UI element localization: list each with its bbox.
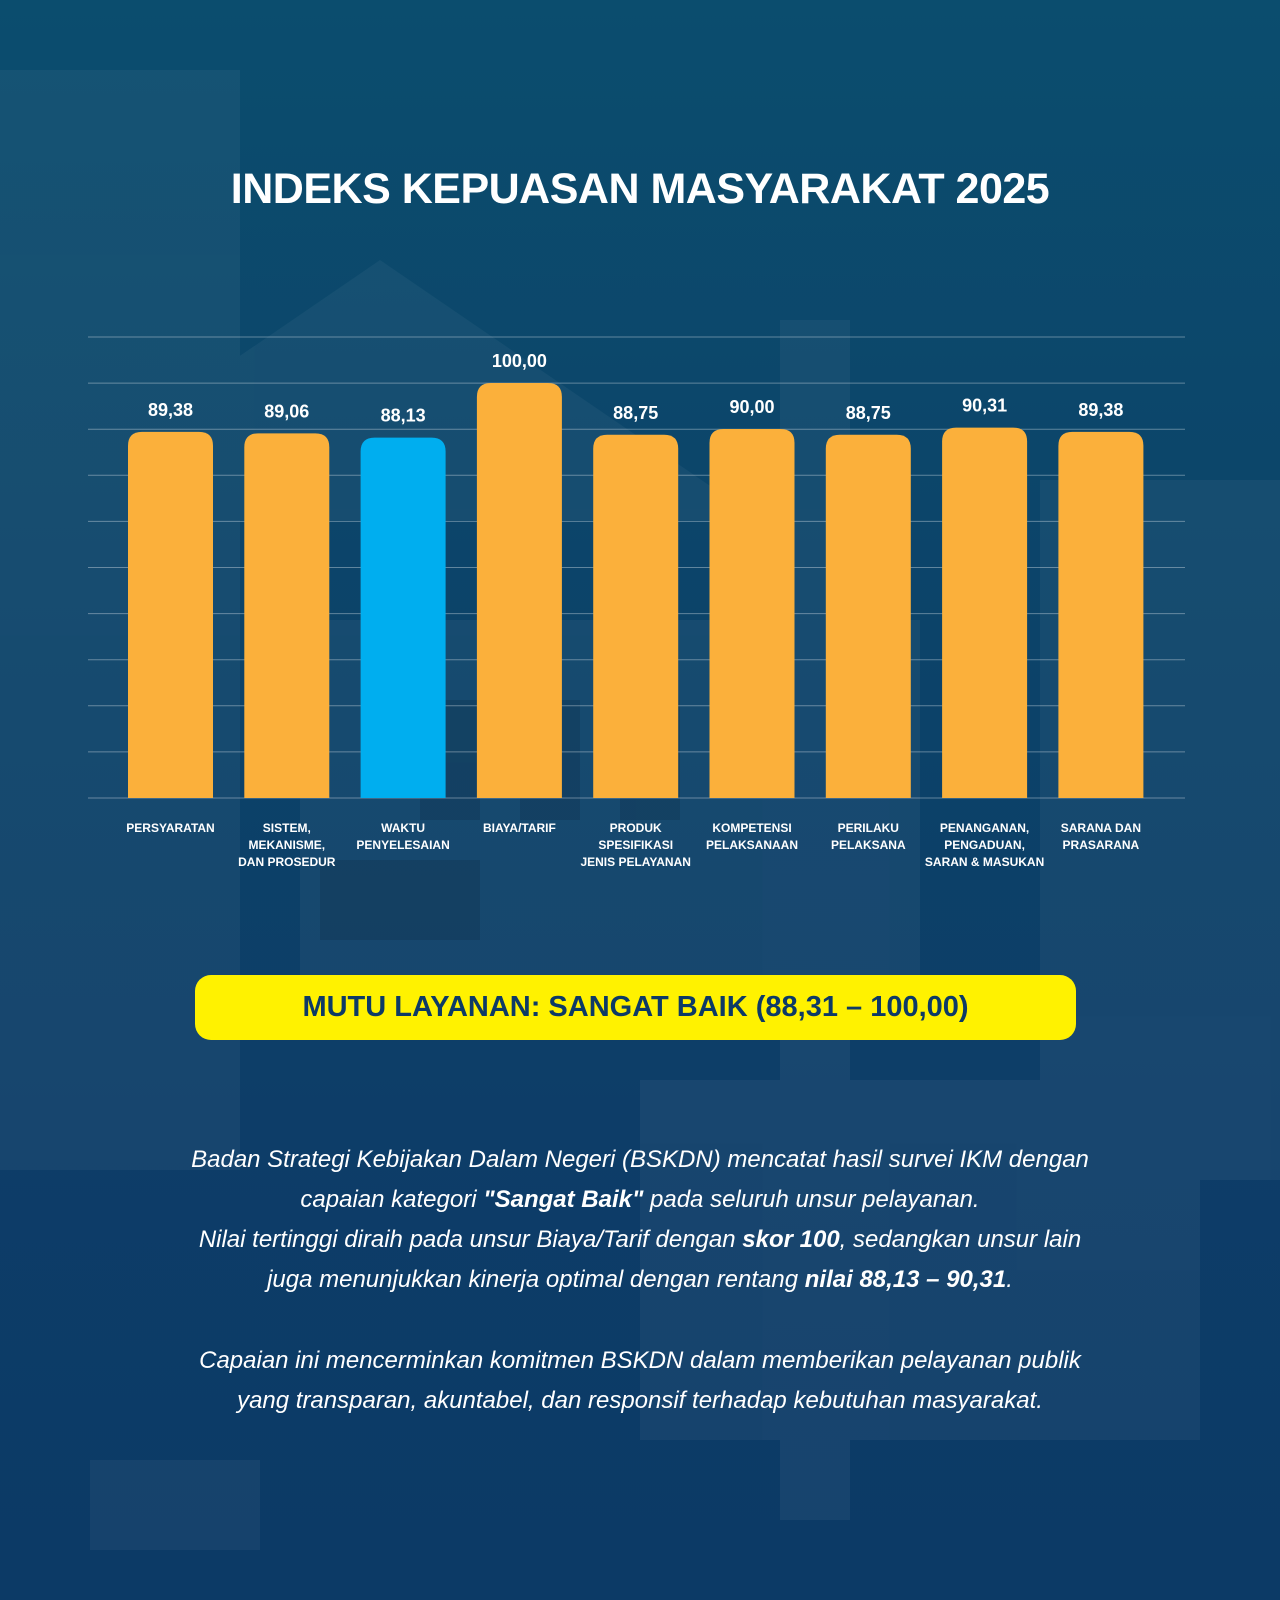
description-line: Capaian ini mencerminkan komitmen BSKDN dalam memberikan pelayanan publik bbox=[199, 1347, 1081, 1374]
category-label: SARANA DAN PRASARANA bbox=[1060, 821, 1141, 852]
chart-title: INDEKS KEPUASAN MASYARAKAT 2025 bbox=[230, 165, 1050, 213]
bar bbox=[361, 438, 446, 798]
description-paragraph-1 bbox=[60, 1140, 1220, 1300]
bar bbox=[942, 428, 1027, 798]
category-label: PENANGANAN, PENGADUAN, SARAN & MASUKAN bbox=[924, 821, 1045, 869]
description-line: yang transparan, akuntabel, dan responsif terhadap kebutuhan masyarakat. bbox=[237, 1387, 1043, 1414]
bar-value-label: 89,38 bbox=[1078, 399, 1124, 420]
description-paragraph-2 bbox=[60, 1341, 1220, 1421]
chart-bars bbox=[128, 383, 1143, 798]
category-label: WAKTU PENYELESAIAN bbox=[356, 821, 450, 852]
description-line: juga menunjukkan kinerja optimal dengan rentang nilai 88,13 – 90,31. bbox=[267, 1266, 1013, 1293]
bar-value-label: 88,13 bbox=[380, 405, 426, 426]
category-label: PERILAKU PELAKSANA bbox=[830, 821, 906, 852]
bar-value-label: 90,31 bbox=[962, 395, 1008, 416]
description-line: Nilai tertinggi diraih pada unsur Biaya/Tarif dengan skor 100, sedangkan unsur lain bbox=[198, 1226, 1082, 1253]
highlight-text: skor 100 bbox=[742, 1226, 840, 1253]
bar-value-label: 90,00 bbox=[729, 397, 775, 417]
highlight-text: nilai 88,13 – 90,31 bbox=[804, 1266, 1007, 1293]
category-label: KOMPETENSI PELAKSANAAN bbox=[705, 821, 798, 852]
bar bbox=[477, 383, 562, 798]
service-quality-badge: MUTU LAYANAN: SANGAT BAIK (88,31 – 100,00) bbox=[195, 975, 1076, 1040]
bar-value-label: 89,06 bbox=[264, 401, 310, 422]
bar bbox=[826, 435, 911, 798]
bar-value-label: 100,00 bbox=[491, 351, 547, 371]
description-line: Badan Strategi Kebijakan Dalam Negeri (BSKDN) mencatat hasil survei IKM dengan bbox=[191, 1146, 1089, 1173]
bar bbox=[593, 435, 678, 798]
category-label: BIAYA/TARIF bbox=[482, 821, 556, 835]
category-label: PRODUK SPESIFIKASI JENIS PELAYANAN bbox=[580, 821, 691, 869]
highlight-text: "Sangat Baik" bbox=[483, 1186, 644, 1213]
bar bbox=[244, 433, 329, 798]
category-label: PERSYARATAN bbox=[126, 821, 215, 835]
bar-value-label: 89,38 bbox=[147, 399, 194, 420]
bar bbox=[1058, 432, 1143, 798]
bar bbox=[710, 429, 795, 798]
bar bbox=[128, 432, 213, 798]
category-label: SISTEM, MEKANISME, DAN PROSEDUR bbox=[238, 821, 336, 869]
description-line: capaian kategori "Sangat Baik" pada seluruh unsur pelayanan. bbox=[300, 1186, 980, 1213]
bar-value-label: 88,75 bbox=[613, 402, 659, 423]
chart-value-labels bbox=[148, 351, 1123, 426]
bar-value-label: 88,75 bbox=[845, 402, 891, 423]
